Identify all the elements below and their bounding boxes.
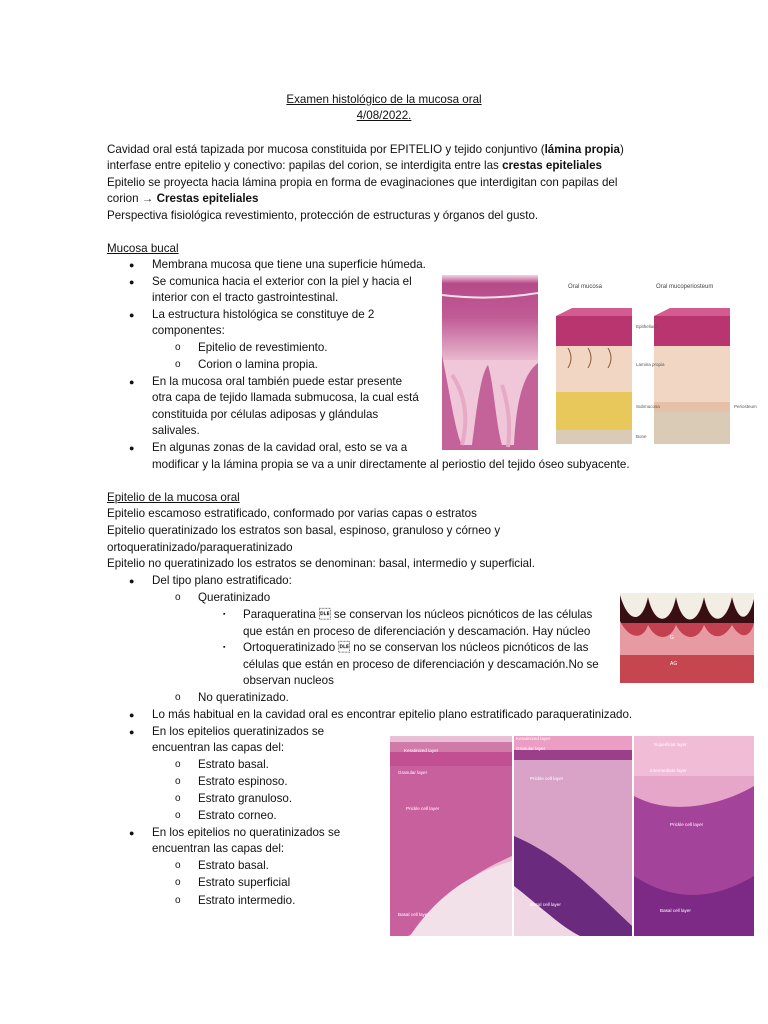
circle-bullet-icon: o xyxy=(175,810,181,821)
keratinized-layer-3: Estrato granuloso. xyxy=(198,792,293,805)
mucosa-bullet-1: Membrana mucosa que tiene una superficie húmeda. xyxy=(152,258,426,271)
keratinized-layer-4: Estrato corneo. xyxy=(198,809,277,822)
epitelio-sub-2: No queratinizado. xyxy=(198,691,289,704)
histo-p1-label-c: Prickle cell layer xyxy=(406,806,440,811)
epitelio-bullet-2: Lo más habitual en la cavidad oral es encontrar epitelio plano estratificado paraqueratinizado. xyxy=(152,708,633,721)
bullet-icon: ● xyxy=(129,828,135,838)
intro-line-1: Cavidad oral está tapizada por mucosa constituida por EPITELIO y tejido conjuntivo (lámina propia) xyxy=(107,143,624,156)
bullet-icon: ● xyxy=(129,727,135,737)
circle-bullet-icon: o xyxy=(175,342,181,353)
mucosa-histology-image xyxy=(442,275,538,450)
mucosa-bullet-5a: En algunas zonas de la cavidad oral, esto se va a xyxy=(152,441,408,454)
nonkeratinized-layer-2: Estrato superficial xyxy=(198,876,291,889)
intro-line-3: Epitelio se proyecta hacia lámina propia en forma de evaginaciones que interdigitan con papilas del xyxy=(107,176,618,189)
histo-p2-label-c: Prickle cell layer xyxy=(530,776,564,781)
circle-bullet-icon: o xyxy=(175,877,181,888)
circle-bullet-icon: o xyxy=(175,759,181,770)
histo-p3-label-b: Intermediate layer xyxy=(650,768,687,773)
mucosa-bullet-4b: otra capa de tejido llamada submucosa, la cual está xyxy=(152,391,419,404)
diagram-label-lamina: Lamina propia xyxy=(636,362,665,367)
histo-p2-label-b: Granular layer xyxy=(516,746,546,751)
mucosa-bullet-2b: interior con el tracto gastrointestinal. xyxy=(152,291,339,304)
bullet-icon: ● xyxy=(129,576,135,586)
circle-bullet-icon: o xyxy=(175,359,181,370)
square-bullet-icon: ▪ xyxy=(223,611,226,618)
epitelio-bullet-4b: encuentran las capas del: xyxy=(152,842,285,855)
epitelio-bullet-4a: En los epitelios no queratinizados se xyxy=(152,826,341,839)
epitelio-tert-2a: Ortoqueratinizado  no se conservan los núcleos picnóticos de las xyxy=(243,641,589,654)
section-heading-epitelio: Epitelio de la mucosa oral xyxy=(107,491,240,504)
mucosa-bullet-3a: La estructura histológica se constituye de 2 xyxy=(152,308,375,321)
gum-label-ag: AG xyxy=(670,661,678,667)
bullet-icon: ● xyxy=(129,260,135,270)
diagram-label-epithelium: Epithelium xyxy=(636,324,658,329)
intro-line-5: Perspectiva fisiológica revestimiento, protección de estructuras y órganos del gusto. xyxy=(107,209,539,222)
circle-bullet-icon: o xyxy=(175,793,181,804)
nonkeratinized-layer-3: Estrato intermedio. xyxy=(198,894,296,907)
keratinized-layer-2: Estrato espinoso. xyxy=(198,775,288,788)
epitelio-line-4: Epitelio no queratinizado los estratos se denominan: basal, intermedio y superficial. xyxy=(107,557,535,570)
diagram-label-periosteum: Periosteum xyxy=(734,404,757,409)
histo-p3-label-d: Basal cell layer xyxy=(660,908,691,913)
diagram-right-title: Oral mucoperiosteum xyxy=(656,284,714,290)
diagram-label-submucosa: Submucosa xyxy=(636,404,660,409)
document-title: Examen histológico de la mucosa oral xyxy=(286,93,482,106)
bullet-icon: ● xyxy=(129,710,135,720)
epitelio-bullet-1: Del tipo plano estratificado: xyxy=(152,574,292,587)
histo-p2-label-d: Basal cell layer xyxy=(530,902,561,907)
square-bullet-icon: ▪ xyxy=(223,644,226,651)
mucosa-bullet-4c: constituida por células adiposas y glándulas xyxy=(152,408,379,421)
document-date: 4/08/2022. xyxy=(356,109,412,122)
epitelio-tert-2c: observan nucleos xyxy=(243,674,334,687)
circle-bullet-icon: o xyxy=(175,592,181,603)
gum-photo xyxy=(620,593,754,683)
epitelio-line-1: Epitelio escamoso estratificado, conformado por varias capas o estratos xyxy=(107,507,477,520)
epitelio-bullet-3a: En los epitelios queratinizados se xyxy=(152,725,325,738)
epitelio-tert-2b: células que están en proceso de diferenciación y descamación.No se xyxy=(243,658,599,671)
histo-p3-label-a: Superficial layer xyxy=(654,742,687,747)
epitelio-line-3: ortoqueratinizado/paraqueratinizado xyxy=(107,541,293,554)
bullet-icon: ● xyxy=(129,277,135,287)
mucosa-bullet-5b: modificar y la lámina propia se va a unir directamente al periostio del tejido óseo subyacente. xyxy=(152,458,630,471)
epitelio-line-2: Epitelio queratinizado los estratos son basal, espinoso, granuloso y córneo y xyxy=(107,524,501,537)
epitelio-tert-1a: Paraqueratina  se conservan los núcleos picnóticos de las células xyxy=(243,608,593,621)
circle-bullet-icon: o xyxy=(175,860,181,871)
histo-p2-label-a: Keratinized layer xyxy=(516,736,551,741)
circle-bullet-icon: o xyxy=(175,692,181,703)
bullet-icon: ● xyxy=(129,377,135,387)
bullet-icon: ● xyxy=(129,443,135,453)
histo-p1-label-d: Basal cell layer xyxy=(398,912,429,917)
diagram-left-title: Oral mucosa xyxy=(568,284,603,290)
mucosa-bullet-3b: componentes: xyxy=(152,324,225,337)
mucosa-bullet-4d: salivales. xyxy=(152,424,200,437)
circle-bullet-icon: o xyxy=(175,776,181,787)
intro-line-2: interfase entre epitelio y conectivo: papilas del corion, se interdigita entre las crestas epiteliales xyxy=(107,159,602,172)
section-heading-mucosa: Mucosa bucal xyxy=(107,242,179,255)
nonkeratinized-layer-1: Estrato basal. xyxy=(198,859,269,872)
mucosa-diagram xyxy=(548,278,768,450)
mucosa-sub-2: Corion o lamina propia. xyxy=(198,358,318,371)
bullet-icon: ● xyxy=(129,310,135,320)
keratinized-layer-1: Estrato basal. xyxy=(198,758,269,771)
gum-label-g: G xyxy=(670,635,674,641)
histo-p3-label-c: Prickle cell layer xyxy=(670,822,704,827)
mucosa-sub-1: Epitelio de revestimiento. xyxy=(198,341,328,354)
epitelio-bullet-3b: encuentran las capas del: xyxy=(152,741,285,754)
histo-p1-label-b: Granular layer xyxy=(398,770,428,775)
epitelio-sub-1: Queratinizado xyxy=(198,591,271,604)
histo-p1-label-a: Keratinized layer xyxy=(404,748,439,753)
mucosa-bullet-2a: Se comunica hacia el exterior con la piel y hacia el xyxy=(152,275,412,288)
mucosa-bullet-4a: En la mucosa oral también puede estar presente xyxy=(152,375,403,388)
diagram-label-bone: Bone xyxy=(636,434,647,439)
intro-line-4: corion → Crestas epiteliales xyxy=(107,192,259,205)
circle-bullet-icon: o xyxy=(175,895,181,906)
epitelio-tert-1b: que están en proceso de diferenciación y descamación. Hay núcleo xyxy=(243,625,591,638)
epithelium-histology-panels xyxy=(390,736,754,936)
